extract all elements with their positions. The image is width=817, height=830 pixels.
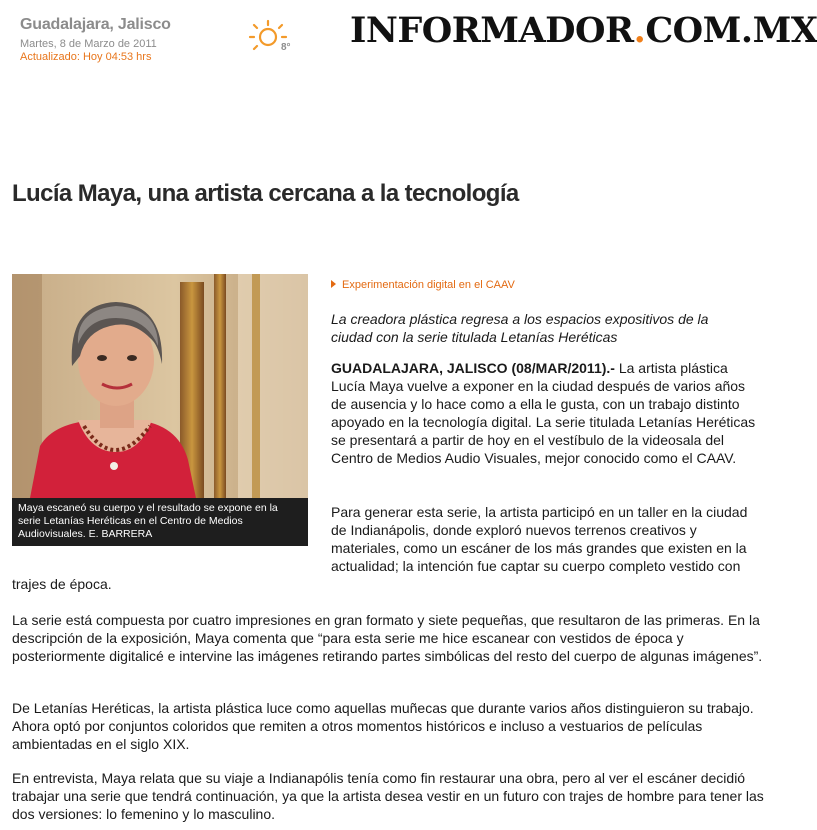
article-photo xyxy=(12,274,308,498)
paragraph-5: En entrevista, Maya relata que su viaje a Indianapólis tenía como fin restaurar una obra, pero al ver el escáner decidió trabajar una serie que tendrá continuación, ya que la artista desea vestir en un futuro con trajes de hombre para tener las dos versiones: lo femenino y lo masculino. xyxy=(12,770,764,822)
subhead-link[interactable] xyxy=(331,279,515,291)
paragraph-2-tail: trajes de época. xyxy=(12,576,112,592)
header-updated: Actualizado: Hoy 04:53 hrs xyxy=(20,51,152,63)
logo-dot: . xyxy=(633,10,646,51)
photo-caption: Maya escaneó su cuerpo y el resultado se expone en la serie Letanías Heréticas en el Centro de Medios Audiovisuales. E. BARRERA xyxy=(12,498,308,546)
article-lead: La creadora plástica regresa a los espacios expositivos de la ciudad con la serie titulada Letanías Heréticas xyxy=(331,311,709,345)
sun-icon xyxy=(244,17,304,61)
header-city: Guadalajara, Jalisco xyxy=(20,16,171,33)
header-date: Martes, 8 de Marzo de 2011 xyxy=(20,38,157,50)
paragraph-3: La serie está compuesta por cuatro impresiones en gran formato y siete pequeñas, que resultaron de las primeras. En la descripción de la exposición, Maya comenta que “para esta serie me hice escanear con vestidos de época y posteriormente digitalicé e intervine las imágenes retirando partes simbólicas del resto del cuerpo de algunas imágenes”. xyxy=(12,612,763,664)
paragraph-2: Para generar esta serie, la artista participó en un taller en la ciudad de Indianápolis, donde exploró nuevos terrenos creativos y materiales, como un escáner de los más grandes que existen en la actualidad; la intención fue captar su cuerpo completo vestido con xyxy=(331,504,748,574)
logo-main: INFORMADOR xyxy=(350,10,634,51)
paragraph-1-body: La artista plástica Lucía Maya vuelve a exponer en la ciudad después de varios años de ausencia y lo hace como a ella le gusta, con un trabajo distinto apoyado en la tecnología digital. La serie titulada Letanías Heréticas se presentará a partir de hoy en el vestíbulo de la videosala del Centro de Medios Audio Visuales, mejor conocido como el CAAV. xyxy=(331,360,756,466)
dateline: GUADALAJARA, JALISCO (08/MAR/2011).- xyxy=(331,360,615,376)
site-logo[interactable] xyxy=(350,10,817,51)
logo-tail: COM.MX xyxy=(645,10,817,51)
temperature: 8° xyxy=(281,42,291,53)
paragraph-4: De Letanías Heréticas, la artista plástica luce como aquellas muñecas que durante varios años distinguieron su trabajo. Ahora optó por conjuntos coloridos que remiten a otros momentos históricos e incluso a vestuarios de películas ambientadas en el siglo XIX. xyxy=(12,700,754,752)
arrow-right-icon xyxy=(331,280,336,288)
subhead-label: Experimentación digital en el CAAV xyxy=(342,279,515,291)
paragraph-1 xyxy=(331,359,761,467)
article-title: Lucía Maya, una artista cercana a la tecnología xyxy=(12,180,519,207)
